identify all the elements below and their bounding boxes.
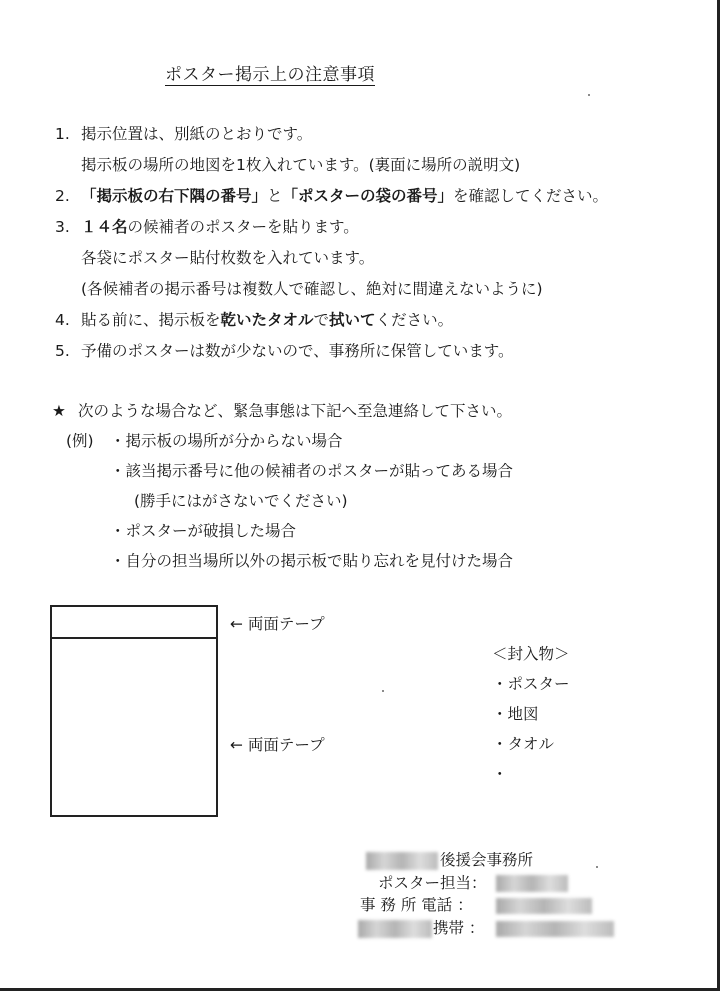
contents-item: ・ポスター [492, 675, 570, 693]
office-name: 後援会事務所 [440, 851, 534, 869]
scan-speck [588, 94, 590, 96]
envelope-flap-line [52, 637, 216, 639]
item-text: 掲示位置は、別紙のとおりです。 [81, 125, 313, 143]
item-number: 2. [55, 187, 70, 205]
tape-label-side: ← 両面テープ [230, 736, 325, 754]
item-text: の候補者のポスターを貼ります。 [127, 218, 359, 236]
scan-speck [596, 866, 598, 868]
item-text: を確認してください。 [453, 187, 609, 205]
example-label: (例) [66, 432, 94, 450]
case-text: ・自分の担当場所以外の掲示板で貼り忘れを見付けた場合 [110, 552, 514, 570]
poster-contact-label: ポスター担当： [378, 874, 487, 892]
mobile-label: 携帯 ： [433, 919, 485, 937]
redacted-phone [496, 898, 592, 914]
item-text: ください。 [375, 311, 454, 329]
item-text: (各候補者の掲示番号は複数人で確認し、絶対に間違えないように) [81, 280, 543, 298]
contents-heading: ＜封入物＞ [492, 645, 570, 663]
item-text: 貼る前に、掲示板を [81, 311, 221, 329]
emergency-case-1 [66, 431, 343, 451]
item-text: と [267, 187, 283, 205]
emergency-case-4 [110, 551, 513, 571]
emphasis-text: 「掲示板の右下隅の番号」 [81, 187, 268, 205]
item-text: で [313, 311, 330, 329]
emergency-case-3 [110, 521, 296, 541]
item-text: 掲示板の場所の地図を1枚入れています。(裏面に場所の説明文) [81, 156, 521, 174]
contents-item: ・タオル [492, 735, 555, 753]
office-phone-label: 事 務 所 電話 ： [360, 896, 473, 914]
emphasis-text: 拭いて [329, 311, 376, 329]
case-text: ・ポスターが破損した場合 [110, 522, 297, 540]
contents-item: ・ [492, 765, 508, 783]
case-text: ・該当掲示番号に他の候補者のポスターが貼ってある場合 [110, 462, 514, 480]
emergency-case-2 [110, 461, 513, 481]
item-number: 5. [55, 342, 70, 360]
tape-label-top: ← 両面テープ [230, 615, 325, 633]
case-text: ・掲示板の場所が分からない場合 [110, 432, 343, 450]
item-3-note [81, 279, 543, 299]
emphasis-text: 「ポスターの袋の番号」 [282, 187, 454, 205]
item-number: 1. [55, 125, 70, 143]
page-title: ポスター掲示上の注意事項 [165, 65, 375, 85]
redacted-contact [496, 875, 568, 892]
item-1-detail [81, 155, 520, 175]
item-5 [55, 341, 513, 361]
item-text: 各袋にポスター貼付枚数を入れています。 [81, 249, 375, 267]
case-text: (勝手にはがさないでください) [134, 492, 348, 510]
emphasis-text: 乾いたタオル [220, 311, 314, 329]
contents-item: ・地図 [492, 705, 539, 723]
emergency-text: 次のような場合など、緊急事態は下記へ至急連絡して下さい。 [78, 402, 513, 420]
emergency-case-2-note [134, 491, 348, 511]
redacted-mobile [496, 921, 614, 937]
item-3 [55, 217, 359, 237]
envelope-diagram [50, 605, 218, 817]
item-number: 3. [55, 218, 70, 236]
item-text: 予備のポスターは数が少ないので、事務所に保管しています。 [81, 342, 514, 360]
item-4 [55, 310, 453, 330]
item-number: 4. [55, 311, 70, 329]
scan-speck [382, 690, 384, 692]
redacted-name [366, 852, 438, 870]
emergency-heading [52, 401, 512, 421]
item-3-detail [81, 248, 374, 268]
star-icon: ★ [52, 402, 66, 420]
item-2 [55, 186, 608, 206]
redacted-mobile-prefix [358, 920, 432, 938]
item-1 [55, 124, 312, 144]
emphasis-text: １４名 [81, 218, 128, 236]
